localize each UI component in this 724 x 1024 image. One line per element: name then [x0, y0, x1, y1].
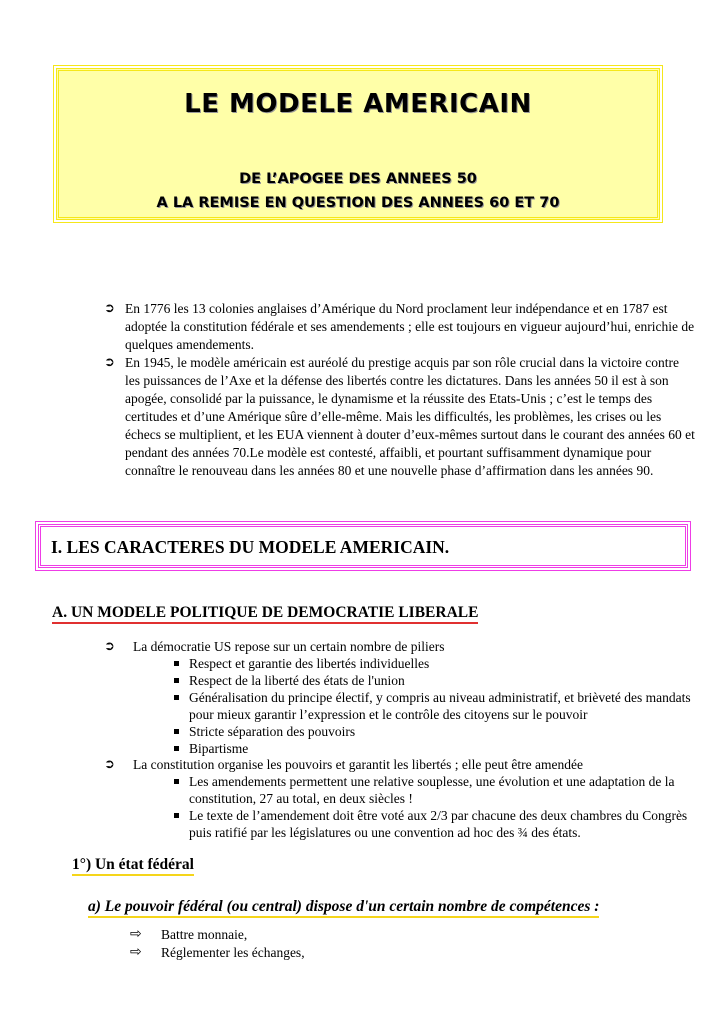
list-item — [104, 672, 696, 689]
list-item — [104, 689, 696, 723]
democracy-pillars — [104, 655, 696, 757]
curved-arrow-icon: ➲ — [104, 639, 115, 654]
square-bullet-icon — [174, 678, 179, 683]
competence-text: Battre monnaie, — [161, 927, 248, 942]
list-item — [104, 638, 696, 655]
constitution-text: Les amendements permettent une relative souplesse, une évolution et une adaptation de la constitution, 27 au total, en deux siècles ! — [189, 774, 675, 806]
section-heading-box — [38, 524, 688, 568]
subsection-1a-heading: a) Le pouvoir fédéral (ou central) dispose d'un certain nombre de compétences : — [88, 898, 599, 918]
intro-text-1: En 1776 les 13 colonies anglaises d’Amérique du Nord proclament leur indépendance et en 1787 est adoptée la constitution fédérale et ses amendements ; elle est toujours en vigueur aujourd’hui, enrichie de quelques amendements. — [125, 301, 695, 352]
pillar-text: Respect de la liberté des états de l'union — [189, 673, 405, 688]
list-item — [104, 773, 696, 807]
list-item — [104, 723, 696, 740]
intro-paragraph — [104, 300, 696, 354]
list-item — [104, 807, 696, 841]
curved-arrow-icon: ➲ — [104, 355, 115, 370]
square-bullet-icon — [174, 695, 179, 700]
title-box — [56, 68, 660, 220]
list-item — [104, 756, 696, 773]
constitution-list — [104, 756, 696, 841]
competence-text: Réglementer les échanges, — [161, 945, 305, 960]
outline-arrow-icon: ⇨ — [130, 926, 142, 942]
intro-paragraph — [104, 354, 696, 480]
list-item — [130, 944, 305, 962]
outline-arrow-icon: ⇨ — [130, 944, 142, 960]
list-item — [104, 740, 696, 757]
list-item — [130, 926, 305, 944]
constitution-text: Le texte de l’amendement doit être voté aux 2/3 par chacune des deux chambres du Congrès puis ratifié par les législatures ou une convention ad hoc des ¾ des états. — [189, 808, 688, 840]
subsection-a-heading: A. UN MODELE POLITIQUE DE DEMOCRATIE LIBERALE — [52, 604, 478, 624]
page-subtitle-line2: A LA REMISE EN QUESTION DES ANNEES 60 ET 70 — [156, 195, 560, 211]
constitution-points — [104, 773, 696, 841]
pillar-text: Respect et garantie des libertés individuelles — [189, 656, 430, 671]
pillar-text: Bipartisme — [189, 741, 249, 756]
pillar-text: Généralisation du principe électif, y compris au niveau administratif, et brièveté des mandats pour mieux garantir l’expression et le contrôle des citoyens sur le pouvoir — [189, 690, 691, 722]
curved-arrow-icon: ➲ — [104, 301, 115, 316]
page-title: LE MODELE AMERICAIN — [184, 89, 532, 119]
square-bullet-icon — [174, 661, 179, 666]
competences-list — [130, 926, 305, 962]
curved-arrow-icon: ➲ — [104, 757, 115, 772]
section-heading: I. LES CARACTERES DU MODELE AMERICAIN. — [51, 537, 450, 557]
square-bullet-icon — [174, 779, 179, 784]
subsection-1-heading: 1°) Un état fédéral — [72, 856, 194, 876]
square-bullet-icon — [174, 746, 179, 751]
intro-text-2: En 1945, le modèle américain est auréolé du prestige acquis par son rôle crucial dans la victoire contre les puissances de l’Axe et la défense des libertés contre les dictatures. Dans les années 50 il est à son apogée, consolidé par la puissance, le dynamisme et la réussite des Etats-Unis ; c’est le temps des certitudes et d’une Amérique sûre d’elle-même. Mais les difficultés, les problèmes, les crises ou les échecs se multiplient, et les EUA viennent à douter d’eux-mêmes surtout dans le courant des années 60 et pendant des années 70.Le modèle est contesté, affaibli, et pourtant suffisamment dynamique pour connaître le renouveau dans les années 80 et une nouvelle phase d’affirmation dans les années 90. — [125, 355, 695, 478]
page-subtitle-line1: DE L’APOGEE DES ANNEES 50 — [239, 171, 477, 187]
intro-paragraphs — [104, 300, 696, 480]
list-item — [104, 655, 696, 672]
square-bullet-icon — [174, 813, 179, 818]
square-bullet-icon — [174, 729, 179, 734]
constitution-lead: La constitution organise les pouvoirs et garantit les libertés ; elle peut être amendée — [133, 757, 583, 772]
democracy-lead: La démocratie US repose sur un certain nombre de piliers — [133, 639, 445, 654]
democracy-list — [104, 638, 696, 757]
pillar-text: Stricte séparation des pouvoirs — [189, 724, 356, 739]
